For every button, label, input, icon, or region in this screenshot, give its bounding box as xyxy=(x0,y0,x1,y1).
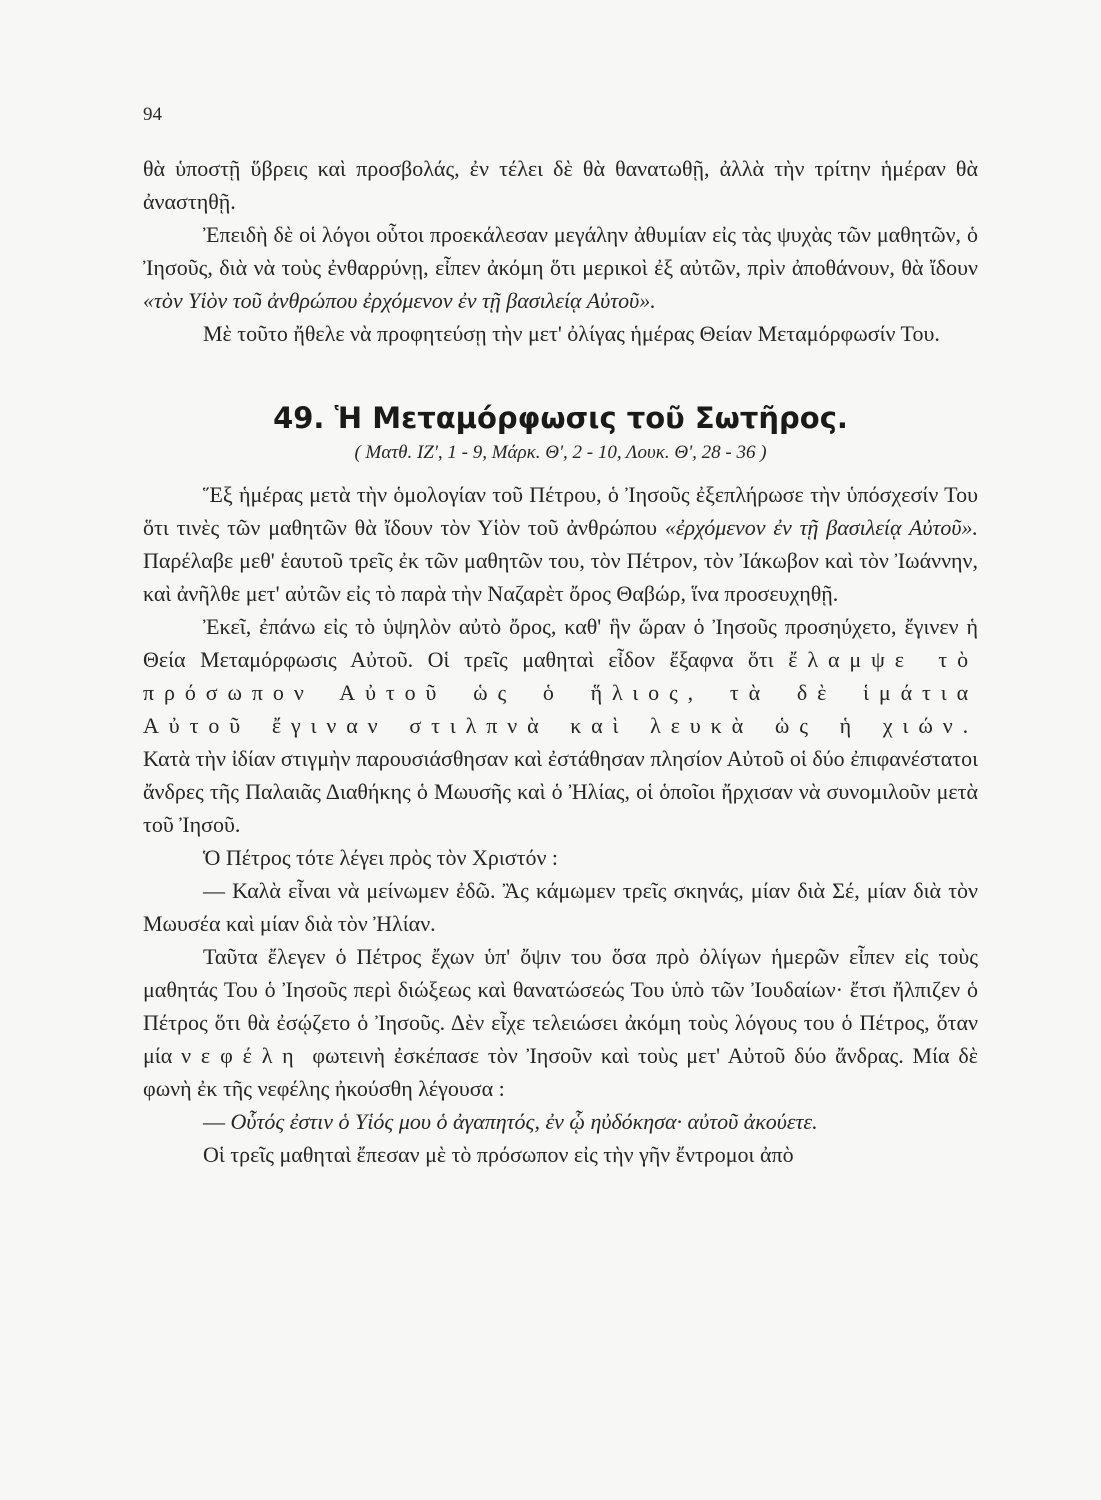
paragraph-peter-dialogue xyxy=(143,874,978,940)
page-text xyxy=(143,152,978,1171)
paragraph-text: — Καλὰ εἶναι νὰ μείνωμεν ἐδῶ. Ἂς κάμωμεν τρεῖς σκηνάς, μίαν διὰ Σέ, μίαν διὰ τὸν Μωυσέα καὶ μίαν διὰ τὸν Ἠλίαν. xyxy=(143,878,978,936)
quotation: «τὸν Υἱὸν τοῦ ἀνθρώπου ἐρχόμενον ἐν τῇ βασιλείᾳ Αὐτοῦ». xyxy=(143,288,656,313)
emphasized-text: νεφέλη xyxy=(181,1043,304,1068)
paragraph-text: Ταῦτα ἔλεγεν ὁ Πέτρος ἔχων ὑπ' ὄψιν του ὅσα πρὸ ὀλίγων ἡμερῶν εἶπεν εἰς τοὺς μαθητάς Του ὁ Ἰησοῦς περὶ διώξεως καὶ θανατώσεώς Του ὑπὸ τῶν Ἰουδαίων· ἔτσι ἤλπιζεν ὁ Πέτρος ὅτι θὰ ἐσῴζετο ὁ Ἰησοῦς. Δὲν εἶχε τελειώσει ἀκόμη τοὺς λόγους του ὁ Πέτρος, ὅταν μία xyxy=(143,944,978,1068)
paragraph-cloud xyxy=(143,940,978,1105)
paragraph-transfiguration xyxy=(143,610,978,841)
paragraph-text: Ὁ Πέτρος τότε λέγει πρὸς τὸν Χριστόν : xyxy=(203,845,559,870)
paragraph-text: Ἐπειδὴ δὲ οἱ λόγοι οὗτοι προεκάλεσαν μεγάλην ἀθυμίαν εἰς τὰς ψυχὰς τῶν μαθητῶν, ὁ Ἰησοῦς, διὰ νὰ τοὺς ἐνθαρρύνῃ, εἶπεν ἀκόμη ὅτι μερικοὶ ἐξ αὐτῶν, πρὶν ἀποθάνουν, θὰ ἴδουν xyxy=(143,222,978,280)
paragraph-text: φωτεινὴ ἐσκέπασε τὸν Ἰησοῦν καὶ τοὺς μετ' Αὐτοῦ δύο ἄνδρας. Μία δὲ φωνὴ ἐκ τῆς νεφέλης ἠκούσθη λέγουσα : xyxy=(143,1043,978,1101)
quotation: Οὗτός ἐστιν ὁ Υἱός μου ὁ ἀγαπητός, ἐν ᾧ ηὐδόκησα· αὐτοῦ ἀκούετε. xyxy=(230,1109,818,1134)
paragraph-continuation xyxy=(143,152,978,218)
paragraph-disciples-fall xyxy=(143,1138,978,1171)
paragraph-peter-speaks xyxy=(143,841,978,874)
paragraph-prophecy xyxy=(143,317,978,350)
page-number: 94 xyxy=(143,104,162,125)
paragraph-text: Παρέλαβε μεθ' ἑαυτοῦ τρεῖς ἐκ τῶν μαθητῶν του, τὸν Πέτρον, τὸν Ἰάκωβον καὶ τὸν Ἰωάννην, καὶ ἀνῆλθε μετ' αὐτῶν εἰς τὸ παρὰ τὴν Ναζαρὲτ ὄρος Θαβώρ, ἵνα προσευχηθῇ. xyxy=(143,548,978,606)
paragraph-six-days xyxy=(143,478,978,610)
emphasized-text: ἔλαμψε τὸ πρόσωπον Αὐτοῦ ὡς ὁ ἥλιος, τὰ δὲ ἱμάτια Αὐτοῦ ἔγιναν στιλπνὰ καὶ λευκὰ ὡς ἡ χιών. xyxy=(143,647,978,738)
quotation: «ἐρχόμενον ἐν τῇ βασιλείᾳ Αὐτοῦ». xyxy=(664,515,979,540)
scripture-reference: ( Ματθ. ΙΖ', 1 - 9, Μάρκ. Θ', 2 - 10, Λουκ. Θ', 28 - 36 ) xyxy=(354,442,767,463)
paragraph-voice xyxy=(143,1105,978,1138)
paragraph-text: Οἱ τρεῖς μαθηταὶ ἔπεσαν μὲ τὸ πρόσωπον εἰς τὴν γῆν ἔντρομοι ἀπὸ xyxy=(203,1142,794,1167)
section-heading: 49. Ἡ Μεταμόρφωσις τοῦ Σωτῆρος. xyxy=(273,401,848,435)
paragraph-text: Ἕξ ἡμέρας μετὰ τὴν ὁμολογίαν τοῦ Πέτρου, ὁ Ἰησοῦς ἐξεπλήρωσε τὴν ὑπόσχεσίν Του ὅτι τινὲς τῶν μαθητῶν θὰ ἴδουν τὸν Υἱὸν τοῦ ἀνθρώπου xyxy=(143,482,978,540)
paragraph-text: Μὲ τοῦτο ἤθελε νὰ προφητεύσῃ τὴν μετ' ὀλίγας ἡμέρας Θείαν Μεταμόρφωσίν Του. xyxy=(203,321,940,346)
dash: — xyxy=(203,1109,231,1134)
paragraph-disciples-discouraged xyxy=(143,218,978,317)
paragraph-text: θὰ ὑποστῇ ὕβρεις καὶ προσβολάς, ἐν τέλει δὲ θὰ θανατωθῇ, ἀλλὰ τὴν τρίτην ἡμέραν θὰ ἀναστηθῇ. xyxy=(143,156,978,214)
paragraph-text: Κατὰ τὴν ἰδίαν στιγμὴν παρουσιάσθησαν καὶ ἐστάθησαν πλησίον Αὐτοῦ οἱ δύο ἐπιφανέστατοι ἄνδρες τῆς Παλαιᾶς Διαθήκης ὁ Μωυσῆς καὶ ὁ Ἠλίας, οἱ ὁποῖοι ἤρχισαν νὰ συνομιλοῦν μετὰ τοῦ Ἰησοῦ. xyxy=(143,746,978,837)
paragraph-text: Ἐκεῖ, ἐπάνω εἰς τὸ ὑψηλὸν αὐτὸ ὄρος, καθ' ἣν ὥραν ὁ Ἰησοῦς προσηύχετο, ἔγινεν ἡ Θεία Μεταμόρφωσις Αὐτοῦ. Οἱ τρεῖς μαθηταὶ εἶδον ἔξαφνα ὅτι xyxy=(143,614,978,672)
